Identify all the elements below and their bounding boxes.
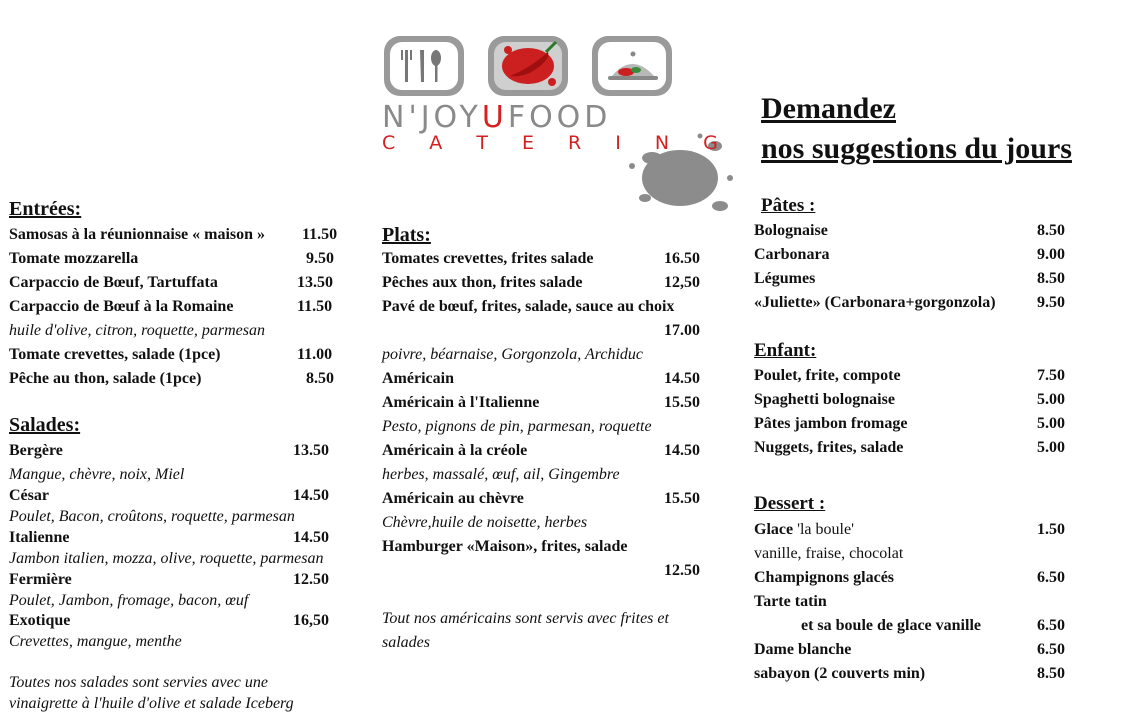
menu-item-description: poivre, béarnaise, Gorgonzola, Archiduc xyxy=(382,346,644,363)
menu-item-price: 15.50 xyxy=(664,394,700,411)
menu-item-description: Poulet, Bacon, croûtons, roquette, parmesan xyxy=(9,508,295,525)
brand-part1: N'JOY xyxy=(382,100,482,135)
menu-item-price: 14.50 xyxy=(293,529,329,546)
menu-item-name: Samosas à la réunionnaise « maison » xyxy=(9,226,266,243)
cutlery-icon xyxy=(384,36,464,96)
menu-item-price: 13.50 xyxy=(297,274,333,291)
menu-item-name: sabayon (2 couverts min) xyxy=(754,665,926,682)
menu-item-price: 14.50 xyxy=(664,442,700,459)
menu-item-name: Dame blanche xyxy=(754,641,852,658)
menu-item-name: Carpaccio de Bœuf à la Romaine xyxy=(9,298,234,315)
menu-item-price: 6.50 xyxy=(1037,617,1065,634)
brand-name xyxy=(382,100,611,135)
menu-item-name: «Juliette» (Carbonara+gorgonzola) xyxy=(754,294,996,311)
menu-item-price: 8.50 xyxy=(1037,665,1065,682)
brand-tagline: C A T E R I N G xyxy=(382,132,732,154)
menu-item-name: Bergère xyxy=(9,442,63,459)
menu-item-price: 9.00 xyxy=(1037,246,1065,263)
menu-item-name: Tarte tatin xyxy=(754,593,827,610)
menu-item-description: Jambon italien, mozza, olive, roquette, parmesan xyxy=(9,550,324,567)
menu-item-name: et sa boule de glace vanille xyxy=(801,617,981,634)
menu-item-description: Poulet, Jambon, fromage, bacon, œuf xyxy=(9,592,249,609)
menu-item-price: 16.50 xyxy=(664,250,700,267)
plats-note-line2: salades xyxy=(382,634,430,651)
serving-dish-icon xyxy=(592,36,672,96)
menu-item-name: Tomate mozzarella xyxy=(9,250,139,267)
menu-item-description: Chèvre,huile de noisette, herbes xyxy=(382,514,588,531)
menu-item-price: 1.50 xyxy=(1037,521,1065,538)
salades-title: Salades: xyxy=(9,414,81,436)
plats-title: Plats: xyxy=(382,224,431,246)
menu-item-price: 11.00 xyxy=(297,346,333,363)
menu-item-name: Italienne xyxy=(9,529,70,546)
menu-item-price: 13.50 xyxy=(293,442,329,459)
menu-item-name: Pêche au thon, salade (1pce) xyxy=(9,370,202,387)
menu-item-price: 11.50 xyxy=(302,226,338,243)
brand-part3: FOOD xyxy=(507,100,612,135)
menu-item-name: Exotique xyxy=(9,612,71,629)
menu-item-description: Crevettes, mangue, menthe xyxy=(9,633,182,650)
plats-note-line1: Tout nos américains sont servis avec frites et xyxy=(382,610,669,627)
chili-pepper-icon xyxy=(488,36,568,96)
menu-item-description: Mangue, chèvre, noix, Miel xyxy=(9,466,185,483)
enfant-title: Enfant: xyxy=(754,340,817,361)
menu-item-name: Champignons glacés xyxy=(754,569,895,586)
menu-item-name: Fermière xyxy=(9,571,72,588)
menu-item-name: Poulet, frite, compote xyxy=(754,367,901,384)
menu-item-name: Carpaccio de Bœuf, Tartuffata xyxy=(9,274,218,291)
menu-item-name: César xyxy=(9,487,49,504)
menu-item-name: Tomates crevettes, frites salade xyxy=(382,250,594,267)
menu-item-name: Américain à l'Italienne xyxy=(382,394,540,411)
menu-item-price: 14.50 xyxy=(293,487,329,504)
menu-item-price: 16,50 xyxy=(293,612,329,629)
menu-item-price: 7.50 xyxy=(1037,367,1065,384)
menu-item-price: 6.50 xyxy=(1037,641,1065,658)
dessert-glace-extra: 'la boule' xyxy=(797,521,854,538)
menu-item-price: 9.50 xyxy=(1037,294,1065,311)
suggestions-line2: nos suggestions du jours xyxy=(761,132,1072,165)
menu-item-description: vanille, fraise, chocolat xyxy=(754,545,904,562)
menu-item-price: 5.00 xyxy=(1037,391,1065,408)
suggestions-line1: Demandez xyxy=(761,92,896,125)
menu-item-name: Légumes xyxy=(754,270,816,287)
menu-item-price: 5.00 xyxy=(1037,439,1065,456)
menu-item-name: Tomate crevettes, salade (1pce) xyxy=(9,346,221,363)
menu-item-name: Américain xyxy=(382,370,454,387)
menu-item-name: Bolognaise xyxy=(754,222,828,239)
menu-item-name: Spaghetti bolognaise xyxy=(754,391,895,408)
menu-item-price: 12,50 xyxy=(664,274,700,291)
menu-item-price: 9.50 xyxy=(306,250,334,267)
dessert-title: Dessert : xyxy=(754,493,826,514)
menu-item-name: Pâtes jambon fromage xyxy=(754,415,908,432)
menu-item-name: Américain au chèvre xyxy=(382,490,524,507)
menu-item-price: 8.50 xyxy=(306,370,334,387)
menu-item-description: huile d'olive, citron, roquette, parmesan xyxy=(9,322,265,339)
salades-note-line1: Toutes nos salades sont servies avec une xyxy=(9,674,268,691)
menu-item-name: Hamburger «Maison», frites, salade xyxy=(382,538,628,555)
pates-title: Pâtes : xyxy=(761,195,816,216)
menu-item-name: Carbonara xyxy=(754,246,830,263)
menu-item-name xyxy=(754,521,854,539)
menu-item-name: Américain à la créole xyxy=(382,442,528,459)
salades-note-line2: vinaigrette à l'huile d'olive et salade Iceberg xyxy=(9,695,294,712)
menu-item-name: Pêches aux thon, frites salade xyxy=(382,274,583,291)
menu-item-description: Pesto, pignons de pin, parmesan, roquette xyxy=(382,418,652,435)
menu-item-price: 12.50 xyxy=(664,562,700,579)
dessert-glace-label: Glace xyxy=(754,521,798,538)
menu-item-price: 8.50 xyxy=(1037,270,1065,287)
menu-item-price: 12.50 xyxy=(293,571,329,588)
menu-item-price: 5.00 xyxy=(1037,415,1065,432)
logo xyxy=(370,28,740,218)
menu-item-price: 15.50 xyxy=(664,490,700,507)
menu-item-description: herbes, massalé, œuf, ail, Gingembre xyxy=(382,466,620,483)
menu-item-price: 6.50 xyxy=(1037,569,1065,586)
brand-part2: U xyxy=(481,100,508,135)
entrees-title: Entrées: xyxy=(9,198,82,220)
menu-item-name: Pavé de bœuf, frites, salade, sauce au choix xyxy=(382,298,675,315)
menu-item-price: 17.00 xyxy=(664,322,700,339)
menu-item-price: 14.50 xyxy=(664,370,700,387)
menu-item-price: 8.50 xyxy=(1037,222,1065,239)
menu-item-name: Nuggets, frites, salade xyxy=(754,439,904,456)
menu-item-price: 11.50 xyxy=(297,298,333,315)
